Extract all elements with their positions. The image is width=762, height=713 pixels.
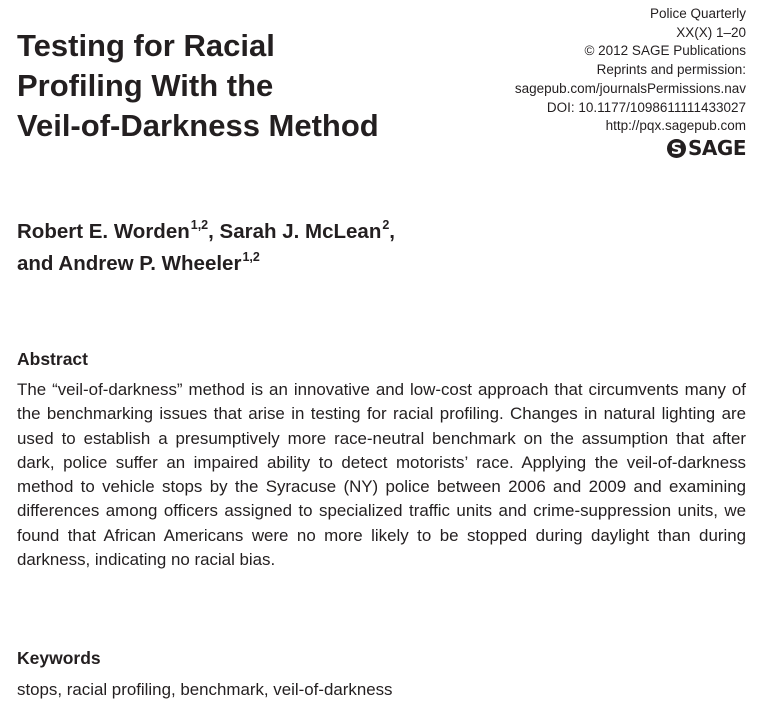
title-line: Veil-of-Darkness Method <box>17 108 379 143</box>
journal-name: Police Quarterly <box>649 6 746 21</box>
keywords-text: stops, racial profiling, benchmark, veil-of-darkness <box>17 680 393 699</box>
journal-site-link[interactable]: http://pqx.sagepub.com <box>605 118 746 134</box>
sage-logo-icon: S <box>667 139 686 158</box>
doi-line: DOI: 10.1177/1098611111433027 <box>546 99 746 115</box>
keywords-heading: Keywords <box>17 648 101 668</box>
author-name: Andrew P. Wheeler <box>58 252 242 275</box>
permissions-link[interactable]: sagepub.com/journalsPermissions.nav <box>514 80 746 96</box>
sage-logo-text: SAGE <box>688 136 746 160</box>
author-entry: Robert E. Worden$^{1,2}$, <box>17 218 214 243</box>
reprints-line: Reprints and permission: <box>596 62 746 78</box>
author-entry: Sarah J. McLean$^2$, <box>219 218 395 243</box>
author-affiliation: 2 <box>382 218 390 233</box>
title-line: Profiling With the <box>17 68 274 103</box>
abstract-text: The “veil-of-darkness” method is an innovative and low-cost approach that circumvents many of the benchmarking issues that arise in testing for racial profiling. Changes in natural lighting are used to establish a presumptively more race-neutral benchmark on the assumption that after dark, police suffer an impaired ability to detect motorists’ race. Applying the veil-of-darkness method to vehicle stops by the Syracuse (NY) police between 2006 and 2009 and examining differences among officers assigned to specialized traffic units and crime-suppression units, we found that African Americans were no more likely to be stopped during daylight than during darkness, indicating no racial bias. <box>17 380 746 570</box>
author-list <box>17 216 577 280</box>
copyright-line: © 2012 SAGE Publications <box>584 43 746 59</box>
article-title <box>17 26 457 146</box>
journal-volume: XX(X) 1–20 <box>676 24 746 40</box>
title-line: Testing for Racial <box>17 28 275 63</box>
author-name: Robert E. Worden <box>17 220 190 243</box>
author-name: Sarah J. McLean <box>219 220 382 243</box>
sage-logo <box>667 137 746 159</box>
abstract-heading: Abstract <box>17 349 88 369</box>
author-affiliation: 1,2 <box>242 250 260 265</box>
author-affiliation: 1,2 <box>190 218 209 233</box>
author-entry: and Andrew P. Wheeler$^{1,2}$ <box>17 250 260 275</box>
journal-info <box>446 5 746 136</box>
